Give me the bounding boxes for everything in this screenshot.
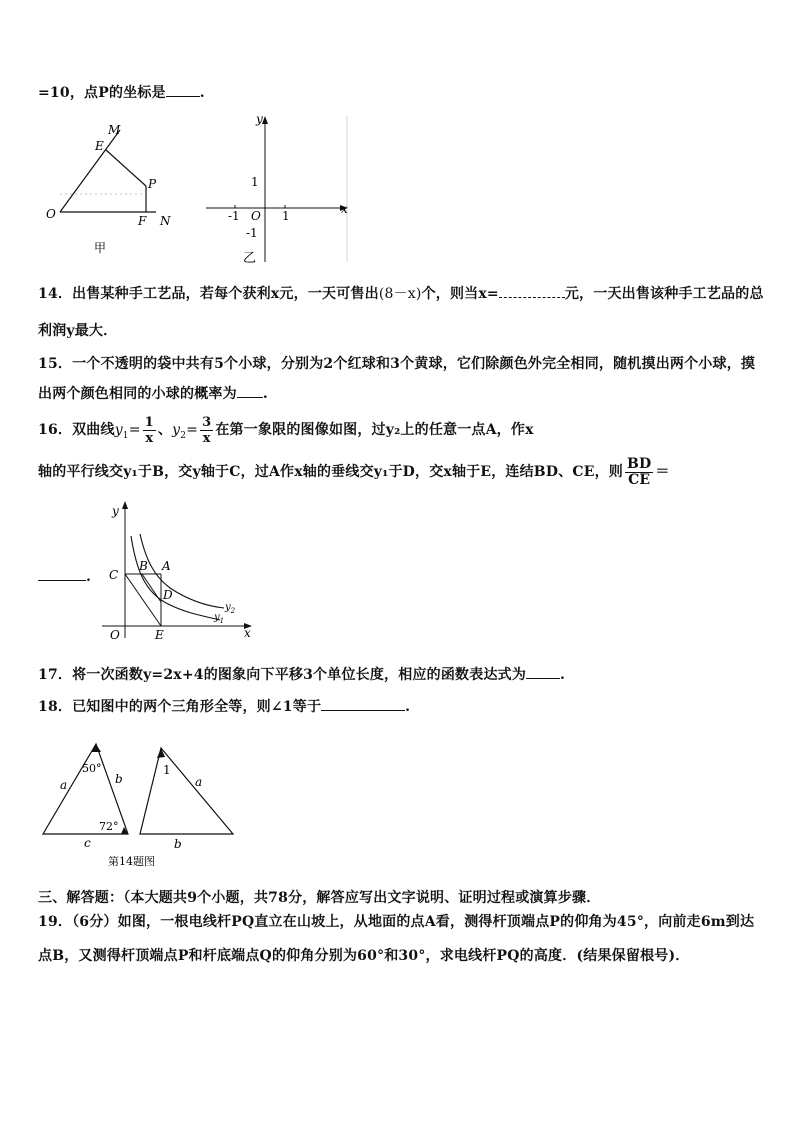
q16-frac2 (200, 415, 213, 446)
label-angle1: 1 (163, 763, 171, 777)
q15-line1: 15．一个不透明的袋中共有5个小球，分别为2个红球和3个黄球，它们除颜色外完全相同，随机摸出两个小球，摸 (38, 356, 756, 372)
q15-text: 出两个颜色相同的小球的概率为 (38, 386, 237, 402)
q16-label-B: B (139, 559, 148, 573)
q16-eq1: = (128, 422, 141, 438)
q18-line (38, 696, 410, 717)
label-F: F (138, 214, 147, 228)
caption-jia: 甲 (94, 241, 107, 255)
q18-end: . (405, 699, 411, 715)
q16-label-O: O (110, 628, 120, 642)
q16-label-y1-sub: 1 (219, 617, 225, 625)
q14-text-1: 14．出售某种手工艺品，若每个获利x元，一天可售出 (38, 286, 379, 302)
q13-figure-jia (38, 114, 188, 259)
q13-figure-yi (200, 112, 360, 267)
yi-label-x1: 1 (282, 209, 290, 223)
q16-text-3: 轴的平行线交y₁于B，交y轴于C，过A作x轴的垂线交y₁于D，交x轴于E，连结BD、CE，则 (38, 464, 623, 480)
yi-label-yneg1: -1 (246, 226, 258, 240)
q16-frac1-den: x (145, 430, 154, 446)
segment-BD (142, 574, 161, 602)
q16-label-E: E (155, 628, 164, 642)
q16-frac1 (143, 415, 156, 446)
q16-figure (98, 496, 258, 646)
q16-y2: y (172, 422, 181, 438)
label-P: P (148, 177, 157, 191)
q16-answer-blank[interactable] (38, 566, 86, 581)
q16-text-1: 16．双曲线 (38, 422, 115, 438)
q13-answer-blank[interactable] (166, 82, 200, 97)
yi-label-y: y (256, 112, 263, 126)
angle-mark-right (157, 748, 165, 758)
yi-label-O: O (251, 209, 261, 223)
q14-line2: 利润y最大． (38, 323, 118, 339)
q16-frac2-den: x (202, 430, 211, 446)
q16-label-y1-main: y (214, 612, 220, 623)
q18-text: 18．已知图中的两个三角形全等，则∠1等于 (38, 699, 322, 715)
q16-label-A: A (162, 559, 171, 573)
yi-label-xneg1: -1 (228, 209, 240, 223)
q16-line1 (38, 414, 534, 452)
q16-ratio-num: BD (627, 455, 652, 472)
label-O: O (46, 207, 56, 221)
section3-heading: 三、解答题：（本大题共9个小题，共78分，解答应写出文字说明、证明过程或演算步骤． (38, 890, 601, 906)
q17-text: 17．将一次函数y=2x+4的图象向下平移3个单位长度，相应的函数表达式为 (38, 667, 527, 683)
q16-frac2-num: 3 (202, 414, 212, 430)
q16-label-D: D (163, 588, 173, 602)
jia-seg-EP (106, 150, 146, 186)
q18-answer-blank[interactable] (321, 696, 405, 711)
q14-line1 (38, 283, 764, 304)
q18-figure-caption: 第14题图 (108, 855, 155, 868)
caption-yi: 乙 (243, 251, 257, 266)
q16-ratio-den: CE (628, 471, 651, 488)
q16-answer-line (38, 566, 91, 587)
q16-frac1-num: 1 (144, 414, 154, 430)
label-b-left: b (115, 772, 123, 786)
yi-label-x: x (341, 202, 348, 216)
q19-line2: 点B，又测得杆顶端点P和杆底端点Q的仰角分别为60°和30°，求电线杆PQ的高度．(结果保留根号)． (38, 948, 690, 964)
label-c-left: c (84, 836, 91, 850)
q16-sep: 、 (157, 422, 173, 438)
q16-sub1: 1 (122, 430, 129, 441)
label-E: E (95, 139, 104, 153)
q16-label-y: y (112, 504, 119, 518)
q16-eq-end: ＝ (655, 464, 670, 480)
q16-y1: y (114, 422, 123, 438)
q16-label-x: x (244, 626, 251, 640)
label-a-left: a (60, 778, 68, 792)
q13-end: . (199, 85, 205, 101)
q15-end: . (262, 386, 268, 402)
q17-answer-blank[interactable] (526, 664, 560, 679)
q16-text-2: 在第一象限的图像如图，过y₂上的任意一点A，作x (215, 422, 534, 438)
q16-label-y1 (213, 612, 224, 625)
label-b-right: b (174, 837, 182, 851)
q16-label-y2-main: y (225, 602, 231, 613)
triangle-right (140, 748, 233, 834)
q14-text-2: 个，则当x= (421, 286, 499, 302)
yi-label-y1: 1 (251, 175, 259, 189)
q17-line (38, 664, 565, 685)
curve-y2 (140, 534, 224, 608)
q16-line2 (38, 456, 670, 488)
label-N: N (160, 214, 171, 228)
q16-ratio (625, 457, 653, 488)
q16-sub2: 2 (180, 430, 187, 441)
q14-expr: (8－x) (378, 286, 422, 302)
label-angle72: 72° (99, 820, 119, 833)
label-M: M (108, 123, 121, 137)
q16-end: . (86, 569, 92, 585)
q13-line (38, 82, 205, 103)
label-a-right: a (195, 775, 203, 789)
q16-label-y2-sub: 2 (230, 607, 236, 615)
q16-eq2: = (186, 422, 199, 438)
q13-text: =10，点P的坐标是 (38, 85, 166, 101)
label-angle50: 50° (82, 762, 102, 775)
q15-answer-blank[interactable] (237, 383, 263, 398)
q15-line2 (38, 383, 268, 404)
q16-y-arrow (122, 501, 128, 509)
q14-answer-blank[interactable] (499, 283, 565, 298)
q16-label-C: C (109, 568, 119, 582)
q14-text-3: 元，一天出售该种手工艺品的总 (564, 286, 764, 302)
q19-line1: 19．（6分）如图，一根电线杆PQ直立在山坡上，从地面的点A看，测得杆顶端点P的仰角为45°，向前走6m到达 (38, 914, 755, 930)
segment-CE (125, 574, 161, 626)
yi-y-arrow (262, 116, 268, 124)
q16-label-y2 (224, 602, 236, 615)
jia-side-OM (60, 130, 120, 212)
q18-figure (38, 738, 238, 868)
angle-mark-top-left (91, 744, 101, 752)
q17-end: . (560, 667, 566, 683)
